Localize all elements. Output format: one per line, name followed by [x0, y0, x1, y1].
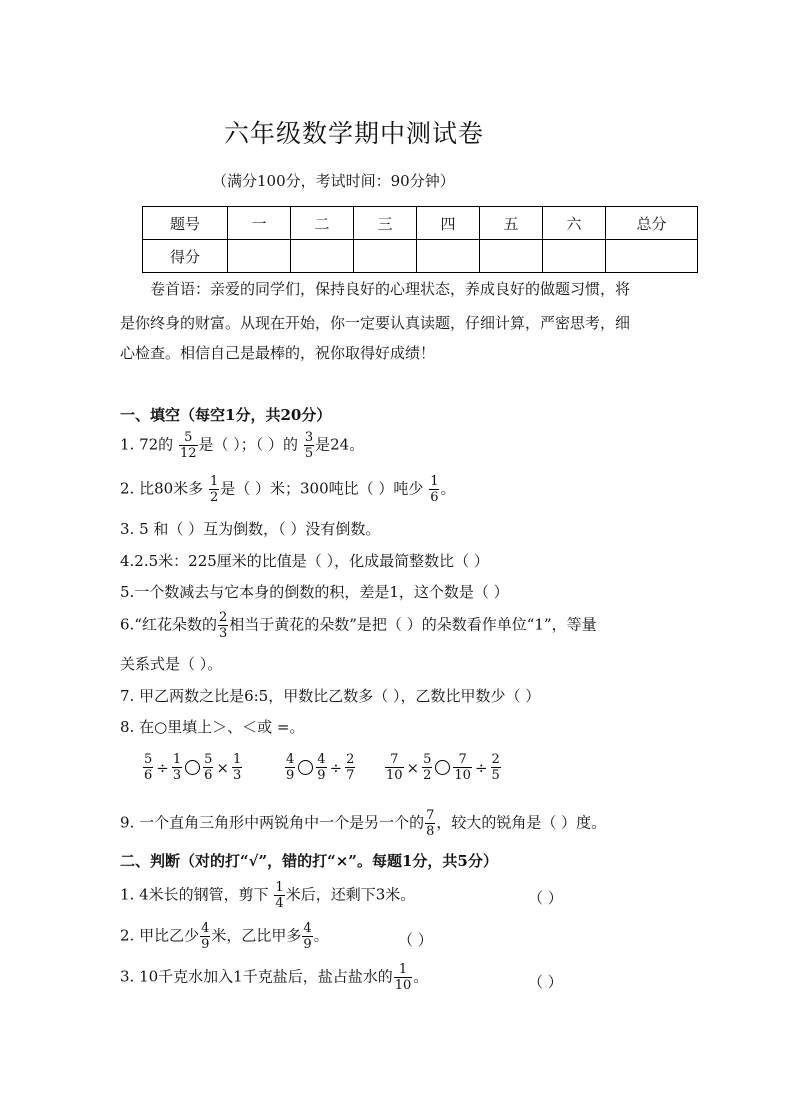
j2-text-c: 。: [313, 926, 329, 945]
intro-line-3: 心检查。相信自己是最棒的，祝你取得好成绩！: [120, 344, 436, 362]
score-table: [142, 206, 698, 273]
fraction: [491, 752, 501, 783]
denominator: 9: [286, 768, 295, 783]
fraction: [422, 752, 432, 783]
compare-circle[interactable]: [298, 760, 313, 775]
denominator: 2: [209, 490, 219, 505]
header-cell: 五: [480, 207, 543, 240]
q8-expression-2: [284, 752, 356, 783]
score-table-score-row: [143, 240, 698, 273]
denominator: 6: [144, 768, 153, 783]
numerator: 5: [423, 752, 432, 767]
header-cell: 三: [354, 207, 417, 240]
header-cell: 总分: [606, 207, 698, 240]
question-9: [120, 808, 606, 839]
question-4: 4.2.5米：225厘米的比值是（ ），化成最简整数比（ ）: [120, 552, 489, 570]
score-cell[interactable]: [228, 240, 291, 273]
numerator: 7: [385, 752, 404, 768]
numerator: 5: [144, 752, 153, 767]
header-cell: 题号: [143, 207, 228, 240]
question-1: [120, 430, 364, 461]
fraction: [394, 962, 413, 993]
q2-text-a: 2. 比80米多: [120, 479, 204, 498]
numerator: 3: [304, 430, 314, 445]
j2-text-b: 米，乙比甲多: [211, 926, 302, 945]
q1-text-c: 是24。: [315, 435, 365, 454]
fraction: [143, 752, 153, 783]
numerator: 1: [394, 962, 413, 978]
j1-text-a: 1. 4米长的钢管，剪下: [120, 885, 269, 904]
denominator: 3: [233, 768, 242, 783]
fraction: [429, 474, 439, 505]
numerator: 4: [303, 921, 312, 936]
question-7: 7. 甲乙两数之比是6:5，甲数比乙数多（ ），乙数比甲数少（ ）: [120, 687, 541, 705]
score-cell[interactable]: [480, 240, 543, 273]
denominator: 3: [172, 768, 182, 783]
denominator: 10: [394, 978, 412, 993]
denominator: 7: [346, 768, 355, 783]
numerator: 4: [317, 752, 326, 767]
denominator: 4: [275, 896, 284, 911]
denominator: 8: [426, 824, 435, 839]
j3-text-a: 3. 10千克水加入1千克盐后，盐占盐水的: [120, 967, 393, 986]
numerator: 7: [453, 752, 472, 768]
question-6: [120, 610, 597, 641]
compare-circle[interactable]: [435, 760, 450, 775]
numerator: 4: [201, 921, 210, 936]
denominator: 9: [317, 768, 326, 783]
score-table-header-row: [143, 207, 698, 240]
operator: ÷: [329, 758, 343, 777]
header-cell: 六: [543, 207, 606, 240]
denominator: 10: [454, 768, 471, 783]
q8-expression-1: [142, 752, 243, 783]
fraction: [302, 921, 312, 952]
numerator: 1: [172, 752, 182, 767]
q6-text-a: 6.“红花朵数的: [120, 615, 217, 634]
numerator: 1: [233, 752, 242, 767]
operator: ÷: [474, 758, 488, 777]
judge-question-1: [120, 880, 415, 911]
judge-answer-2[interactable]: （ ）: [398, 931, 433, 949]
q6-text-b: 相当于黄花的朵数”是把（ ）的朵数看作单位“1”，等量: [229, 615, 597, 634]
fraction: [453, 752, 472, 783]
denominator: 6: [430, 490, 439, 505]
numerator: 4: [286, 752, 295, 767]
header-cell: 一: [228, 207, 291, 240]
numerator: 5: [204, 752, 213, 767]
denominator: 5: [491, 768, 500, 783]
operator: ÷: [156, 758, 169, 777]
numerator: 7: [426, 808, 435, 823]
denominator: 6: [204, 768, 213, 783]
compare-circle[interactable]: [185, 760, 200, 775]
fraction: [285, 752, 295, 783]
numerator: 2: [346, 752, 355, 767]
header-cell: 二: [291, 207, 354, 240]
question-3: 3. 5 和（ ）互为倒数，（ ）没有倒数。: [120, 520, 381, 538]
denominator: 5: [304, 446, 314, 461]
denominator: 12: [179, 446, 197, 461]
q1-text-a: 1. 72的: [120, 435, 174, 454]
denominator: 9: [201, 937, 210, 952]
denominator: 10: [386, 768, 403, 783]
q9-text-b: ，较大的锐角是（ ）度。: [436, 813, 607, 832]
fraction: [179, 430, 198, 461]
numerator: 2: [491, 752, 500, 767]
question-6-continued: 关系式是（ ）。: [120, 655, 223, 673]
score-cell[interactable]: [543, 240, 606, 273]
section1-heading: 一、填空（每空1分，共20分）: [120, 406, 332, 424]
fraction: [425, 808, 435, 839]
judge-question-2: [120, 921, 329, 952]
fraction: [203, 752, 213, 783]
score-cell[interactable]: [417, 240, 480, 273]
row-label: 得分: [143, 240, 228, 273]
operator: ×: [406, 758, 420, 777]
q2-text-b: 是（ ）米；300吨比（ ）吨少: [220, 479, 424, 498]
q2-text-c: 。: [440, 479, 456, 498]
operator: ×: [216, 758, 229, 777]
numerator: 1: [430, 474, 439, 489]
fraction: [274, 880, 284, 911]
j1-text-b: 米后，还剩下3米。: [285, 885, 416, 904]
j3-text-b: 。: [413, 967, 429, 986]
fraction: [345, 752, 355, 783]
fraction: [304, 430, 314, 461]
numerator: 2: [218, 610, 228, 625]
exam-info: （满分100分，考试时间：90分钟）: [212, 172, 455, 190]
denominator: 2: [423, 768, 432, 783]
fraction: [232, 752, 242, 783]
j2-text-a: 2. 甲比乙少: [120, 926, 200, 945]
header-cell: 四: [417, 207, 480, 240]
question-5: 5.一个数减去与它本身的倒数的积，差是1，这个数是（ ）: [120, 583, 509, 601]
section2-heading: 二、判断（对的打“√”，错的打“×”。每题1分，共5分）: [120, 852, 498, 870]
fraction: [385, 752, 404, 783]
page-title: 六年级数学期中测试卷: [224, 119, 485, 148]
fraction: [316, 752, 326, 783]
numerator: 1: [209, 474, 219, 489]
score-cell[interactable]: [354, 240, 417, 273]
q1-text-b: 是（ ）；（ ）的: [198, 435, 299, 454]
numerator: 5: [179, 430, 198, 446]
intro-line-1: 卷首语：亲爱的同学们，保持良好的心理状态，养成良好的做题习惯，将: [150, 280, 631, 298]
fraction: [209, 474, 219, 505]
question-2: [120, 474, 455, 505]
question-8: 8. 在○里填上＞、＜或 =。: [120, 718, 305, 736]
intro-line-2: 是你终身的财富。从现在开始，你一定要认真读题，仔细计算，严密思考，细: [120, 314, 631, 332]
q8-expression-3: [384, 752, 502, 783]
fraction: [200, 921, 210, 952]
q9-text-a: 9. 一个直角三角形中两锐角中一个是另一个的: [120, 813, 425, 832]
judge-question-3: [120, 962, 428, 993]
fraction: [218, 610, 228, 641]
judge-answer-3[interactable]: （ ）: [528, 973, 563, 991]
denominator: 3: [218, 626, 228, 641]
judge-answer-1[interactable]: （ ）: [528, 889, 563, 907]
numerator: 1: [275, 880, 284, 895]
score-cell[interactable]: [291, 240, 354, 273]
score-cell[interactable]: [606, 240, 698, 273]
denominator: 9: [303, 937, 312, 952]
fraction: [172, 752, 182, 783]
